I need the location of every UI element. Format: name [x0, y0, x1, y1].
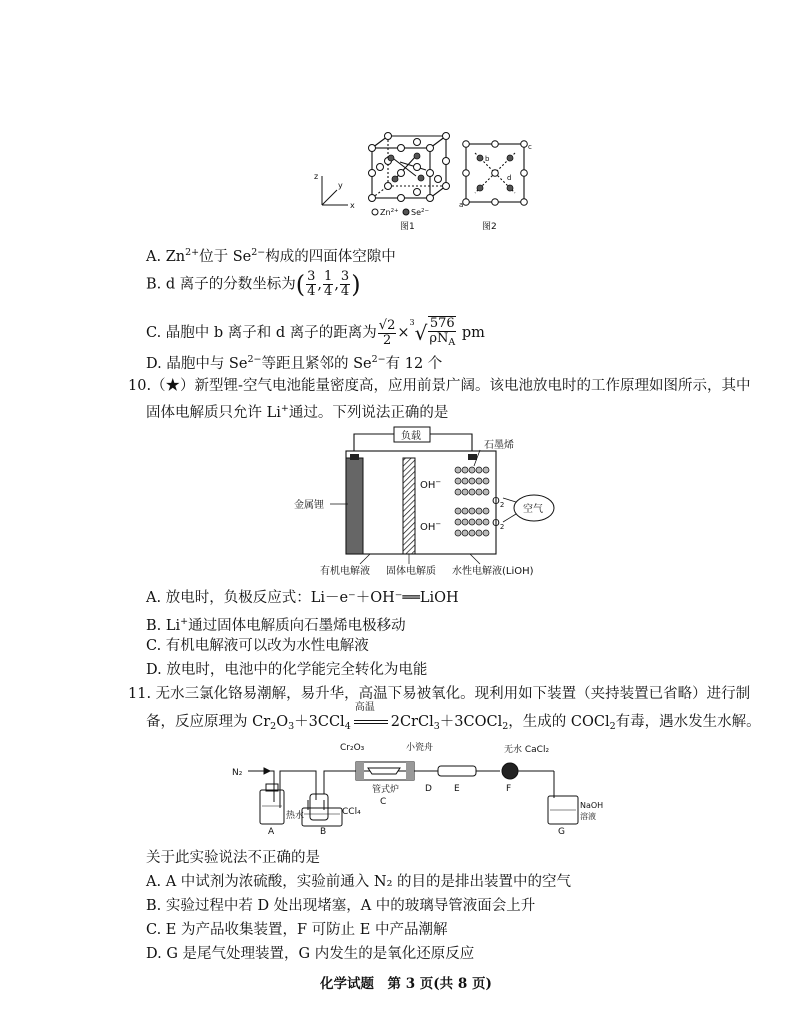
apparatus-figure [228, 738, 608, 836]
q10-stem-line1: 10.（★）新型锂-空气电池能量密度高，应用前景广阔。该电池放电时的工作原理如图所示，其中 [128, 378, 751, 394]
page-footer: 化学试题 第 3 页(共 8 页) [320, 976, 492, 992]
o2-label-2: $O_2$ [492, 518, 505, 531]
figure1-caption: 图1 [400, 222, 415, 232]
metal-li-label: 金属锂 [294, 500, 324, 511]
crystal-figures [300, 132, 560, 236]
fig2-label-b: b [485, 155, 490, 163]
q10-option-d: D. 放电时，电池中的化学能完全转化为电能 [146, 662, 428, 678]
liquid-fills [262, 806, 576, 814]
q11-option-b: B. 实验过程中若 D 处出现堵塞，A 中的玻璃导管液面会上升 [146, 898, 536, 914]
collector-e [438, 766, 476, 776]
axis-x-label: x [350, 201, 355, 210]
q10-option-a: A. 放电时，负极反应式：Li－e⁻＋OH⁻══LiOH [146, 590, 459, 606]
graphene-terminal [468, 454, 477, 460]
n2-label: N₂ [232, 768, 243, 778]
fig2-label-c: c [528, 143, 532, 151]
label-g: G [558, 827, 565, 836]
oh-label-2: OH− [420, 520, 442, 533]
bottle-a-inlet-tube [270, 771, 274, 802]
graphene-layers [455, 467, 489, 536]
q11-option-d: D. G 是尾气处理装置，G 内发生的是氧化还原反应 [146, 946, 475, 962]
drying-tube-f [502, 763, 518, 779]
fig2-label-a: a [459, 201, 464, 209]
anhydrous-cacl2-label: 无水 CaCl₂ [504, 745, 550, 755]
furnace-label: 管式炉 [372, 785, 400, 795]
cr2o3-label: Cr₂O₃ [340, 743, 365, 753]
label-d: D [425, 784, 432, 794]
legend-zn-text: $Zn^{2+}$ [380, 208, 399, 217]
label-e: E [454, 784, 460, 794]
solution-label: 溶液 [580, 812, 596, 821]
legend-se-marker [403, 209, 409, 215]
label-c: C [380, 797, 387, 807]
hot-water-label: 热水 [286, 811, 305, 821]
solid-electrolyte-label: 固体电解质 [386, 566, 436, 577]
q9-option-b: B. d 离子的分数坐标为( $\frac{3}{4}$ , $\frac{1}{4}$ , $\frac{3}{4}$ ) [146, 269, 361, 299]
water-bath-b [302, 808, 342, 826]
ccl4-label: CCl₄ [342, 807, 361, 817]
solid-electrolyte [403, 458, 415, 554]
q9-option-a: A. $Zn^{2+}$位于 $Se^{2-}$构成的四面体空隙中 [146, 247, 396, 265]
q9-option-c: C. 晶胞中 b 离子和 d 离子的距离为 $\frac{√2}{2}$ ×$^3$√ $\frac{576}{\rho N_A}$ pm [146, 316, 485, 348]
load-label: 负载 [401, 431, 421, 442]
q10-option-b: B. Li+通过固体电解质向石墨烯电极移动 [146, 616, 406, 634]
q11-option-c: C. E 为产品收集装置，F 可防止 E 中产品潮解 [146, 922, 448, 938]
lithium-electrode [346, 458, 363, 554]
label-f: F [506, 784, 512, 794]
legend-zn-marker [372, 209, 378, 215]
aqueous-electrolyte-label: 水性电解液(LiOH) [452, 566, 534, 577]
porcelain-boat [368, 768, 400, 774]
fig2-label-d: d [507, 174, 512, 182]
q11-option-a: A. A 中试剂为浓硫酸，实验前通入 N₂ 的目的是排出装置中的空气 [146, 874, 571, 890]
graphene-label: 石墨烯 [484, 440, 514, 451]
boat-label: 小瓷舟 [406, 743, 434, 753]
air-label: 空气 [523, 504, 543, 515]
legend-se-text: $Se^{2-}$ [411, 208, 430, 217]
axis-z-label: z [314, 172, 319, 181]
oh-label-1: OH− [420, 478, 442, 491]
battery-figure [290, 426, 560, 580]
q11-stem-line1: 11. 无水三氯化铬易潮解，易升华，高温下易被氧化。现利用如下装置（夹持装置已省略）进行制 [128, 686, 751, 702]
flask-b [310, 794, 328, 820]
figure2-caption: 图2 [482, 222, 497, 232]
label-a: A [268, 827, 275, 836]
naoh-label: NaOH [580, 801, 604, 810]
q10-stem-line2: 固体电解质只允许 Li+通过。下列说法正确的是 [146, 403, 449, 421]
lithium-terminal [350, 454, 359, 460]
q9-option-d: D. 晶胞中与 $Se^{2-}$等距且紧邻的 $Se^{2-}$有 12 个 [146, 354, 443, 372]
o2-label-1: $O_2$ [492, 496, 505, 509]
organic-electrolyte-label: 有机电解液 [320, 566, 370, 577]
q11-stem-line2: 备，反应原理为 $Cr_2O_3+3CCl_4$ 高温 2CrCl$_3$＋3COCl$_2$，生成的 COCl$_2$有毒，遇水发生水解。 [146, 702, 761, 732]
fig2-zn-ions [463, 141, 528, 206]
battery-case [346, 451, 496, 554]
label-b: B [320, 827, 327, 836]
q11-question: 关于此实验说法不正确的是 [146, 850, 320, 866]
axis-triad [322, 176, 348, 205]
q10-option-c: C. 有机电解液可以改为水性电解液 [146, 638, 369, 654]
axis-y-label: y [338, 181, 343, 190]
tube-to-furnace [324, 771, 352, 794]
